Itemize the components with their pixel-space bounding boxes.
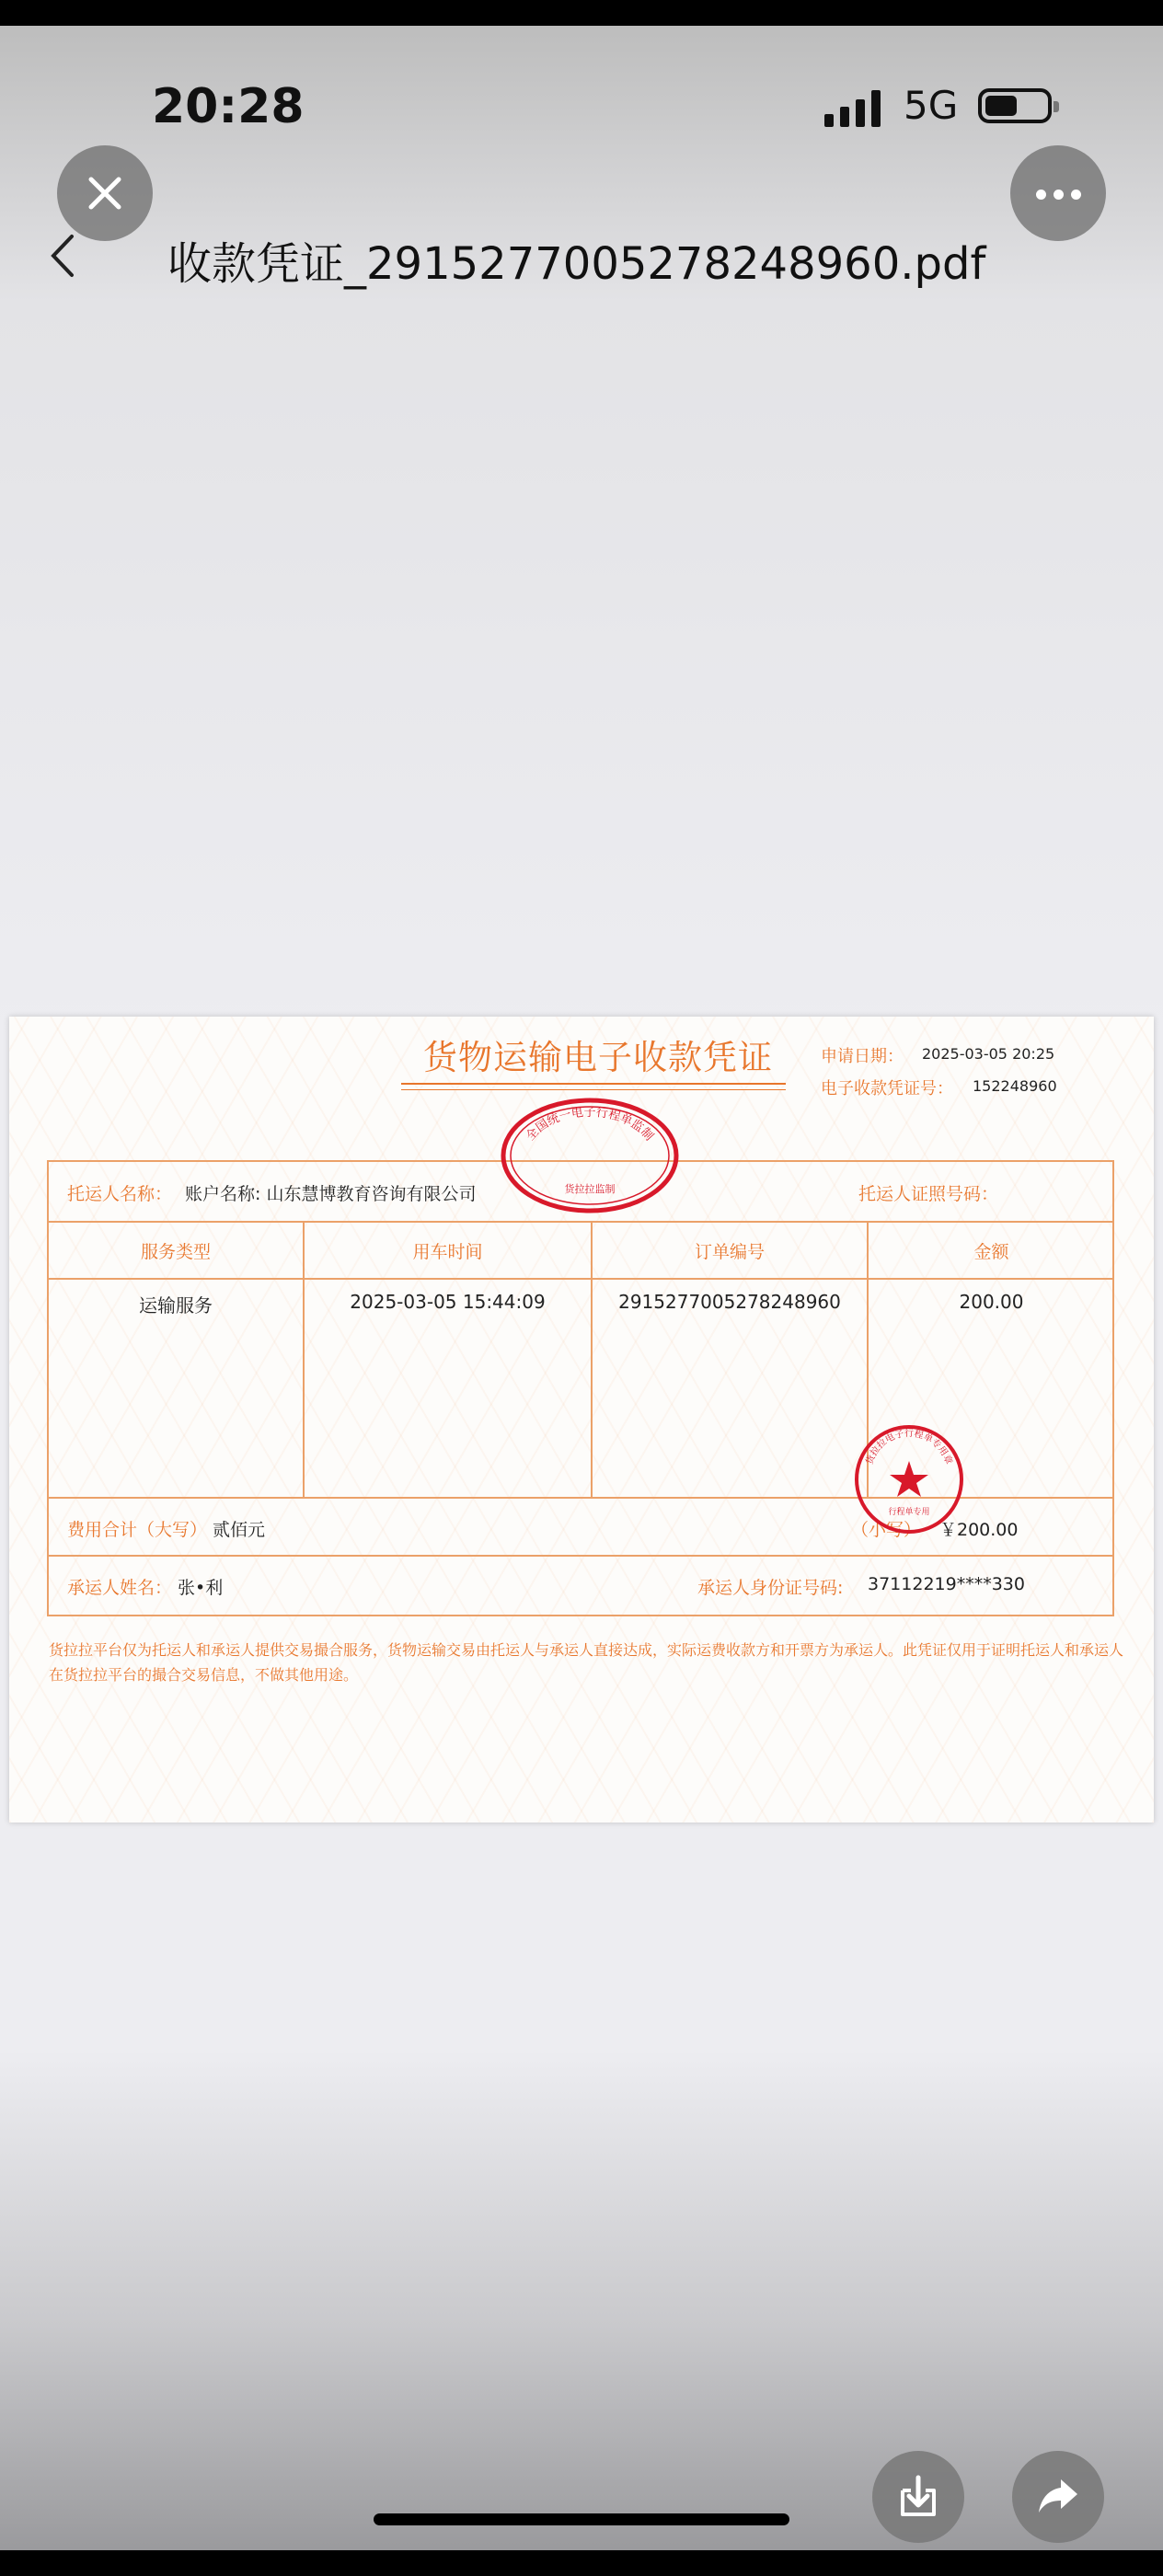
download-button[interactable] [872,2451,964,2543]
cell-use-time: 2025-03-05 15:44:09 [350,1291,546,1313]
total-label: 费用合计（大写） [67,1520,208,1540]
share-icon [1035,2474,1081,2520]
share-button[interactable] [1012,2451,1104,2543]
signal-icon [824,90,883,127]
cell-service-type: 运输服务 [139,1294,213,1317]
total-upper-value: 贰佰元 [213,1520,266,1540]
status-time: 20:28 [152,79,305,134]
header-service-type: 服务类型 [140,1242,211,1262]
cell-order-no: 2915277005278248960 [618,1291,841,1313]
receipt-table [47,1160,1114,1616]
carrier-name-label: 承运人姓名： [67,1578,173,1598]
small-label: （小写） [851,1520,922,1540]
apply-date-label: 申请日期： [821,1047,904,1066]
header-order-no: 订单编号 [694,1242,765,1262]
disclaimer-note: 货拉拉平台仅为托运人和承运人提供交易撮合服务，货物运输交易由托运人与承运人直接达成，实际运费收款方和开票方为承运人。此凭证仅用于证明托运人和承运人在货拉拉平台的撮合交易信息，不做其他用途。 [49,1641,1124,1684]
carrier-id-value: 37112219****330 [868,1574,1025,1594]
screen [0,26,1163,2550]
document-title: 货物运输电子收款凭证 [423,1038,773,1077]
round-stamp-arc-text: 货拉拉电子行程单专用章 [864,1429,954,1466]
home-indicator[interactable] [374,2513,789,2525]
title-underline-thin [401,1089,786,1090]
receipt-no-label: 电子收款凭证号： [821,1079,953,1098]
carrier-id-label: 承运人身份证号码: [697,1578,844,1598]
shipper-label: 托运人名称： [67,1184,173,1204]
battery-icon [978,88,1052,123]
oval-stamp-bottom-text: 货拉拉监制 [564,1183,616,1195]
carrier-name-value: 张•利 [178,1578,224,1598]
title-underline [401,1083,786,1085]
round-stamp-bottom-text: 行程单专用 [888,1508,930,1517]
close-icon [82,170,128,216]
more-button[interactable] [1010,145,1106,241]
supervision-stamp [498,1096,682,1215]
header-amount: 金额 [973,1242,1009,1262]
star-icon [890,1461,928,1497]
more-icon [1036,190,1046,200]
page-title: 收款凭证_2915277005278248960.pdf [167,238,986,290]
total-small-value: ￥200.00 [939,1520,1019,1540]
svg-text:货拉拉电子行程单专用章 [863,1427,955,1466]
back-icon[interactable] [48,233,79,279]
apply-date-value: 2025-03-05 20:25 [922,1045,1055,1063]
receipt-document [9,1017,1154,1823]
shipper-cert-label: 托运人证照号码： [858,1184,999,1204]
download-icon [895,2474,941,2520]
network-type: 5G [904,83,959,128]
header-use-time: 用车时间 [412,1242,483,1262]
oval-stamp-arc-text: 全国统一电子行程单监制 [524,1106,656,1144]
shipper-value: 账户名称: 山东慧博教育咨询有限公司 [185,1184,477,1204]
company-stamp [852,1422,966,1536]
cell-amount: 200.00 [959,1291,1024,1313]
close-button[interactable] [57,145,153,241]
receipt-no-value: 152248960 [973,1077,1057,1095]
